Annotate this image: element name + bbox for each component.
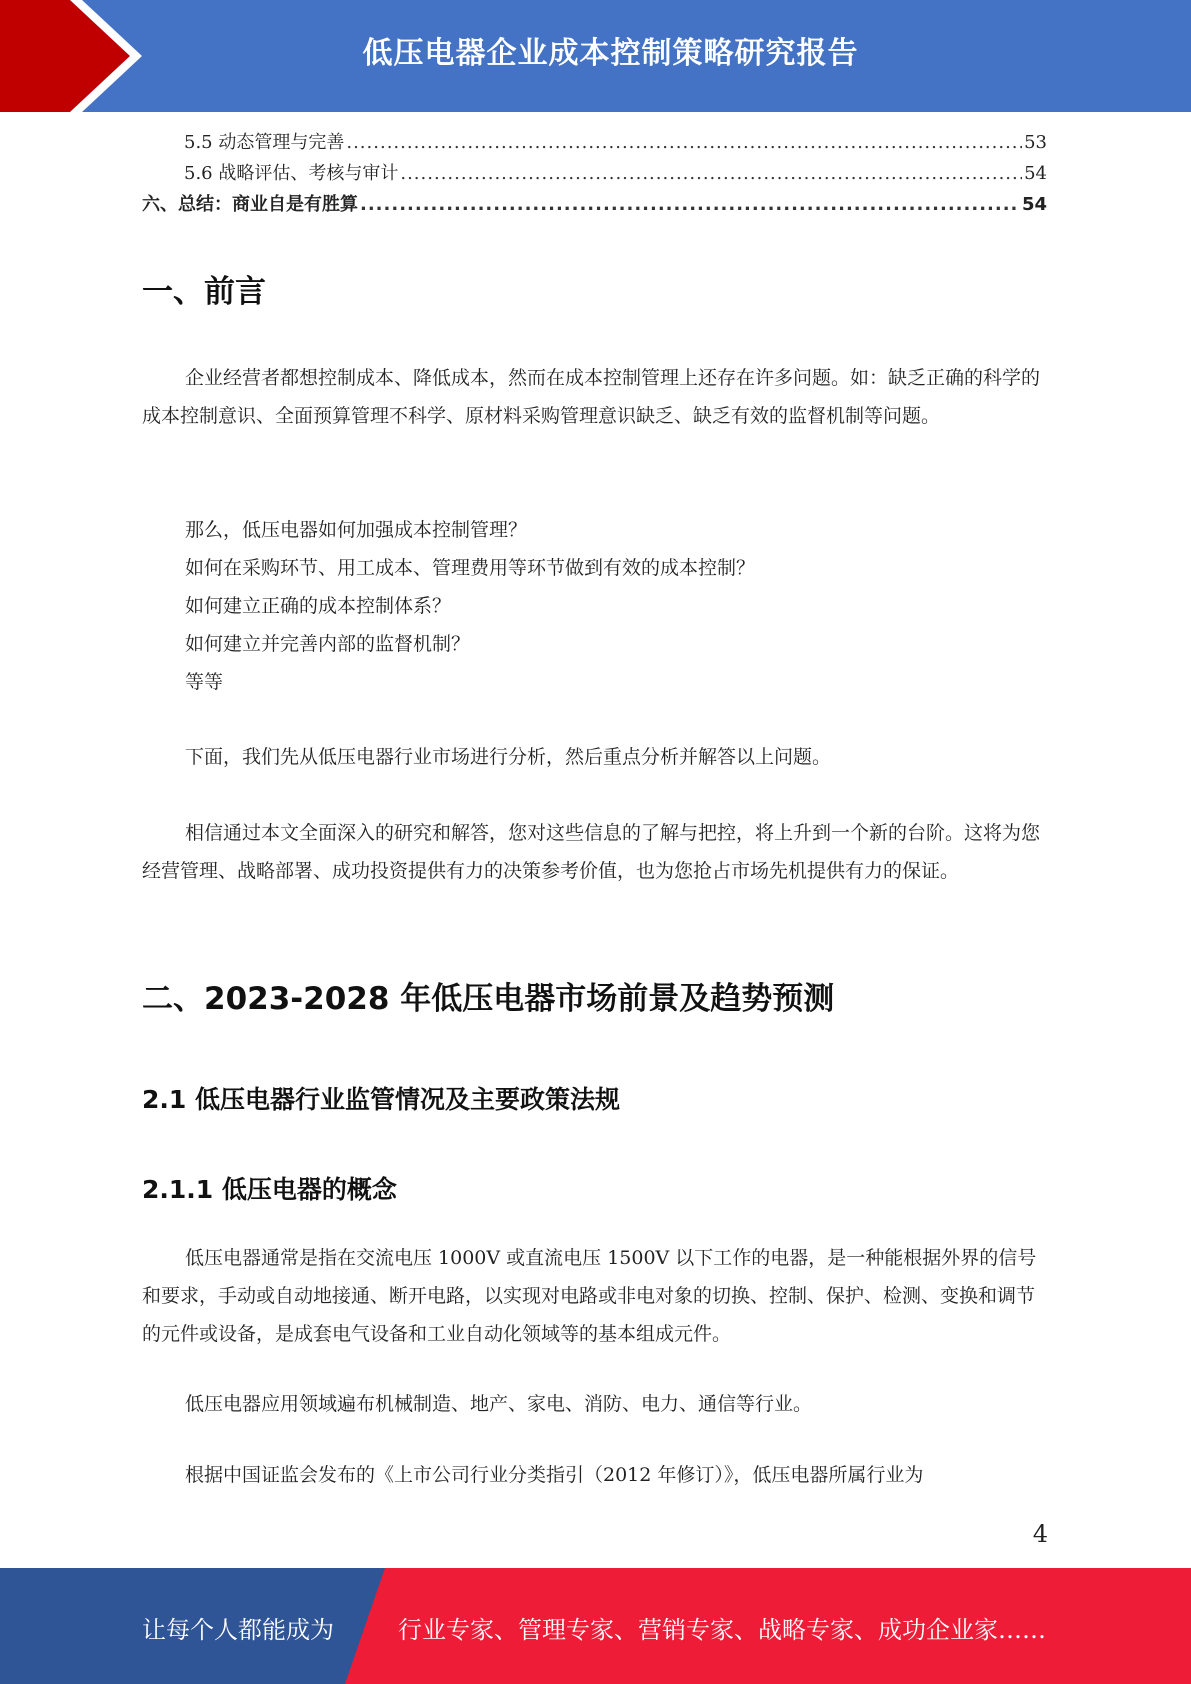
body-paragraph: 低压电器应用领域遍布机械制造、地产、家电、消防、电力、通信等行业。 bbox=[185, 1393, 813, 1415]
toc-leader-dots bbox=[400, 163, 1022, 184]
question-list bbox=[185, 511, 755, 701]
question-item: 如何在采购环节、用工成本、管理费用等环节做到有效的成本控制？ bbox=[185, 557, 756, 579]
page-number: 4 bbox=[1032, 1520, 1048, 1548]
preface-paragraph: 下面，我们先从低压电器行业市场进行分析，然后重点分析并解答以上问题。 bbox=[185, 746, 832, 768]
subsection-heading: 2.1.1 低压电器的概念 bbox=[142, 1175, 397, 1204]
page-footer bbox=[0, 1568, 1191, 1684]
toc-entry[interactable] bbox=[142, 159, 1047, 190]
document-title: 低压电器企业成本控制策略研究报告 bbox=[362, 36, 859, 71]
question-item: 那么，低压电器如何加强成本控制管理？ bbox=[185, 519, 528, 541]
toc-entry-label: 5.6 战略评估、考核与审计 bbox=[184, 163, 399, 184]
question-item: 等等 bbox=[185, 671, 224, 693]
section-heading-preface: 一、前言 bbox=[142, 274, 266, 310]
toc-entry[interactable] bbox=[142, 190, 1047, 221]
toc-entry-label: 六、总结：商业自是有胜算 bbox=[142, 194, 358, 215]
section-heading-market: 二、2023-2028 年低压电器市场前景及趋势预测 bbox=[142, 981, 835, 1017]
subsection-heading: 2.1 低压电器行业监管情况及主要政策法规 bbox=[142, 1085, 620, 1114]
preface-paragraph: 企业经营者都想控制成本、降低成本，然而在成本控制管理上还存在许多问题。如：缺乏正确的科学的成本控制意识、全面预算管理不科学、原材料采购管理意识缺乏、缺乏有效的监督机制等问题。 bbox=[142, 367, 1041, 427]
footer-slogan-right: 行业专家、管理专家、营销专家、战略专家、成功企业家…… bbox=[398, 1616, 1046, 1644]
footer-slogan-left: 让每个人都能成为 bbox=[142, 1616, 334, 1644]
toc-entry-page: 54 bbox=[1021, 194, 1047, 215]
toc-entry-label: 5.5 动态管理与完善 bbox=[184, 132, 345, 153]
body-paragraph: 根据中国证监会发布的《上市公司行业分类指引（2012 年修订）》，低压电器所属行业为 bbox=[185, 1464, 924, 1486]
question-item: 如何建立正确的成本控制体系？ bbox=[185, 595, 452, 617]
toc-entry-page: 53 bbox=[1024, 132, 1047, 153]
toc-leader-dots bbox=[346, 132, 1022, 153]
toc-entry[interactable] bbox=[142, 128, 1047, 159]
table-of-contents bbox=[142, 128, 1047, 221]
page-header bbox=[0, 0, 1191, 112]
question-item: 如何建立并完善内部的监督机制？ bbox=[185, 633, 471, 655]
toc-leader-dots bbox=[360, 194, 1020, 215]
body-paragraph: 低压电器通常是指在交流电压 1000V 或直流电压 1500V 以下工作的电器，是一种能根据外界的信号和要求，手动或自动地接通、断开电路，以实现对电路或非电对象的切换、控制、保护、检测、变换和调节的元件或设备，是成套电气设备和工业自动化领域等的基本组成元件。 bbox=[142, 1247, 1037, 1345]
preface-paragraph: 相信通过本文全面深入的研究和解答，您对这些信息的了解与把控，将上升到一个新的台阶。这将为您经营管理、战略部署、成功投资提供有力的决策参考价值，也为您抢占市场先机提供有力的保证。 bbox=[142, 822, 1041, 882]
toc-entry-page: 54 bbox=[1024, 163, 1047, 184]
